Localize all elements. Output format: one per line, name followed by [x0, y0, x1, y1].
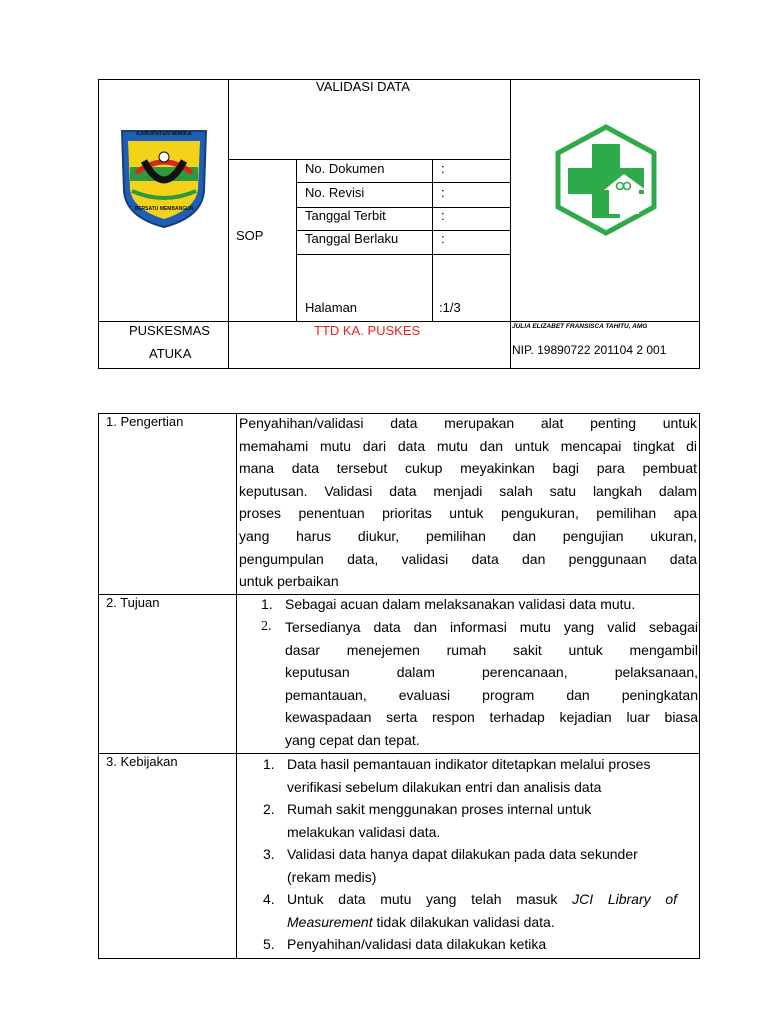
document-title: VALIDASI DATA [316, 79, 410, 94]
section-label-tujuan: 2. Tujuan [106, 595, 160, 610]
puskesmas-logo-icon [554, 124, 658, 236]
kebijakan-item-3-number: 3. [263, 846, 275, 862]
section-label-pengertian: 1. Pengertian [106, 414, 184, 429]
org-location: ATUKA [149, 346, 192, 361]
field-value-halaman: :1/3 [439, 300, 461, 315]
kebijakan-item-2: Rumah sakit menggunakan proses internal untuk melakukan validasi data. [287, 801, 592, 840]
field-label-halaman: Halaman [305, 300, 358, 315]
kebijakan-item-4-number: 4. [263, 891, 275, 907]
field-label-tanggal-berlaku: Tanggal Berlaku [305, 231, 399, 246]
field-label-no-revisi: No. Revisi [305, 185, 365, 200]
tujuan-item-2: Tersedianya data dan informasi mutu yang valid sebagai dasar menejemen rumah sakit untuk mengambil keputusan dalam perencanaan, pelaksanaan, pemantauan, evaluasi program dan peningkatan kewaspadaan serta respon terhadap kejadian luar biasa yang cepat dan tepat. [285, 619, 698, 748]
sop-label: SOP [236, 228, 264, 243]
kebijakan-item-2-number: 2. [263, 801, 275, 817]
field-value-tanggal-terbit: : [441, 208, 445, 223]
signer-nip: NIP. 19890722 201104 2 001 [512, 343, 667, 357]
emblem-bottom-text: BERSATU MEMBANGUN [134, 206, 194, 212]
emblem-top-text: KABUPATEN MIMIKA [136, 131, 192, 137]
kebijakan-item-4: Untuk data mutu yang telah masuk JCI Library of Measurement tidak dilakukan validasi data. [287, 891, 678, 930]
kebijakan-item-1-number: 1. [263, 756, 275, 772]
field-value-no-dokumen: : [441, 161, 445, 176]
signer-name: JULIA ELIZABET FRANSISCA TAHITU, AMG [512, 323, 648, 330]
kebijakan-item-5-number: 5. [263, 936, 275, 952]
field-label-tanggal-terbit: Tanggal Terbit [305, 208, 386, 223]
pengertian-paragraph: Penyahihan/validasi data merupakan alat penting untuk memahami mutu dari data mutu dan untuk mencapai tingkat di mana data tersebut cukup meyakinkan bagi para pembuat keputusan. Validasi data menjadi salah satu langkah dalam proses penentuan prioritas untuk pengukuran, pemilihan apa yang harus diukur, pemilihan dan pengujian ukuran, pengumpulan data, validasi data dan penggunaan data untuk perbaikan [239, 415, 697, 590]
kebijakan-item-5: Penyahihan/validasi data dilakukan ketika [287, 936, 547, 952]
kebijakan-item-3: Validasi data hanya dapat dilakukan pada data sekunder (rekam medis) [287, 846, 638, 885]
kebijakan-item-1: Data hasil pemantauan indikator ditetapkan melalui proses verifikasi sebelum dilakukan entri dan analisis data [287, 756, 651, 795]
kabupaten-mimika-emblem-icon [116, 121, 212, 229]
section-label-kebijakan: 3. Kebijakan [106, 754, 178, 769]
signature-placeholder: TTD KA. PUSKES [314, 323, 421, 338]
field-value-tanggal-berlaku: : [441, 231, 445, 246]
tujuan-item-1-number: 1. [261, 596, 273, 612]
tujuan-item-2-number: 2. [261, 619, 272, 634]
field-value-no-revisi: : [441, 185, 445, 200]
tujuan-item-1: Sebagai acuan dalam melaksanakan validasi data mutu. [285, 596, 636, 612]
org-name: PUSKESMAS [129, 323, 210, 338]
field-label-no-dokumen: No. Dokumen [305, 161, 385, 176]
